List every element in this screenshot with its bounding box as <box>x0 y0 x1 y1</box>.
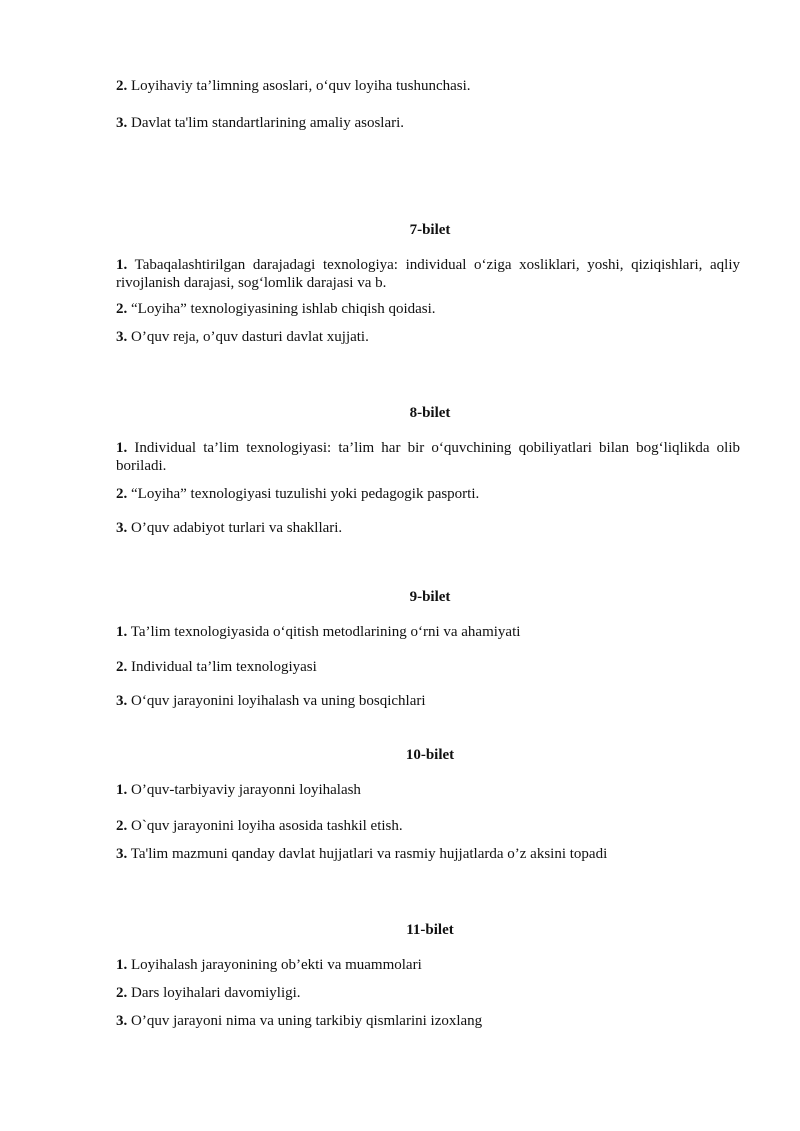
item-number: 2. <box>116 659 128 675</box>
item-text: Individual ta’lim texnologiyasi <box>127 659 317 675</box>
item-text: Individual ta’lim texnologiyasi: ta’lim har bir o‘quvchining qobiliyatlari bilan bog‘liqlikda olib boriladi. <box>116 440 740 474</box>
list-item <box>116 984 740 1002</box>
list-item <box>116 1012 740 1030</box>
item-text: Ta'lim mazmuni qanday davlat hujjatlari va rasmiy hujjatlarda o’z aksini topadi <box>127 846 608 862</box>
section-heading: 9-bilet <box>409 589 451 605</box>
item-number: 1. <box>116 957 128 973</box>
list-item <box>116 658 740 676</box>
list-item <box>116 439 740 475</box>
list-item <box>116 519 740 537</box>
item-text: “Loyiha” texnologiyasi tuzulishi yoki pedagogik pasporti. <box>127 486 480 502</box>
item-text: Ta’lim texnologiyasida o‘qitish metodlarining o‘rni va ahamiyati <box>127 624 521 640</box>
item-number: 3. <box>116 115 128 131</box>
item-number: 2. <box>116 818 128 834</box>
list-item <box>116 77 740 95</box>
list-item <box>116 781 740 799</box>
item-number: 2. <box>116 486 128 502</box>
item-text: Loyihaviy ta’limning asoslari, o‘quv loyiha tushunchasi. <box>127 78 471 94</box>
item-text: O`quv jarayonini loyiha asosida tashkil etish. <box>127 818 403 834</box>
item-text: O’quv adabiyot turlari va shakllari. <box>127 520 343 536</box>
section-heading: 11-bilet <box>406 922 454 938</box>
list-item <box>116 845 740 863</box>
item-text: O‘quv jarayonini loyihalash va uning bosqichlari <box>127 693 426 709</box>
list-item <box>116 114 740 132</box>
item-number: 3. <box>116 846 128 862</box>
item-number: 3. <box>116 1013 128 1029</box>
section-heading: 7-bilet <box>409 222 451 238</box>
item-text: “Loyiha” texnologiyasining ishlab chiqish qoidasi. <box>127 301 436 317</box>
item-text: Dars loyihalari davomiyligi. <box>127 985 301 1001</box>
item-number: 3. <box>116 693 128 709</box>
item-number: 2. <box>116 78 128 94</box>
item-number: 3. <box>116 520 128 536</box>
item-number: 1. <box>116 257 128 273</box>
item-text: Davlat ta'lim standartlarining amaliy asoslari. <box>127 115 405 131</box>
item-number: 1. <box>116 440 128 456</box>
item-text: Tabaqalashtirilgan darajadagi texnologiya: individual o‘ziga xosliklari, yoshi, qiziqishlari, aqliy rivojlanish darajasi, sog‘lomlik darajasi va b. <box>116 257 740 291</box>
section-heading: 8-bilet <box>409 405 451 421</box>
item-number: 1. <box>116 624 128 640</box>
item-number: 2. <box>116 301 128 317</box>
item-number: 2. <box>116 985 128 1001</box>
section-heading: 10-bilet <box>405 747 455 763</box>
list-item <box>116 692 740 710</box>
item-text: O’quv jarayoni nima va uning tarkibiy qismlarini izoxlang <box>127 1013 483 1029</box>
item-text: O’quv reja, o’quv dasturi davlat xujjati. <box>127 329 369 345</box>
item-text: Loyihalash jarayonining ob’ekti va muammolari <box>127 957 422 973</box>
list-item <box>116 328 740 346</box>
list-item <box>116 623 740 641</box>
item-number: 1. <box>116 782 128 798</box>
item-number: 3. <box>116 329 128 345</box>
list-item <box>116 300 740 318</box>
list-item <box>116 485 740 503</box>
list-item <box>116 956 740 974</box>
list-item <box>116 817 740 835</box>
list-item <box>116 256 740 292</box>
item-text: O’quv-tarbiyaviy jarayonni loyihalash <box>127 782 361 798</box>
